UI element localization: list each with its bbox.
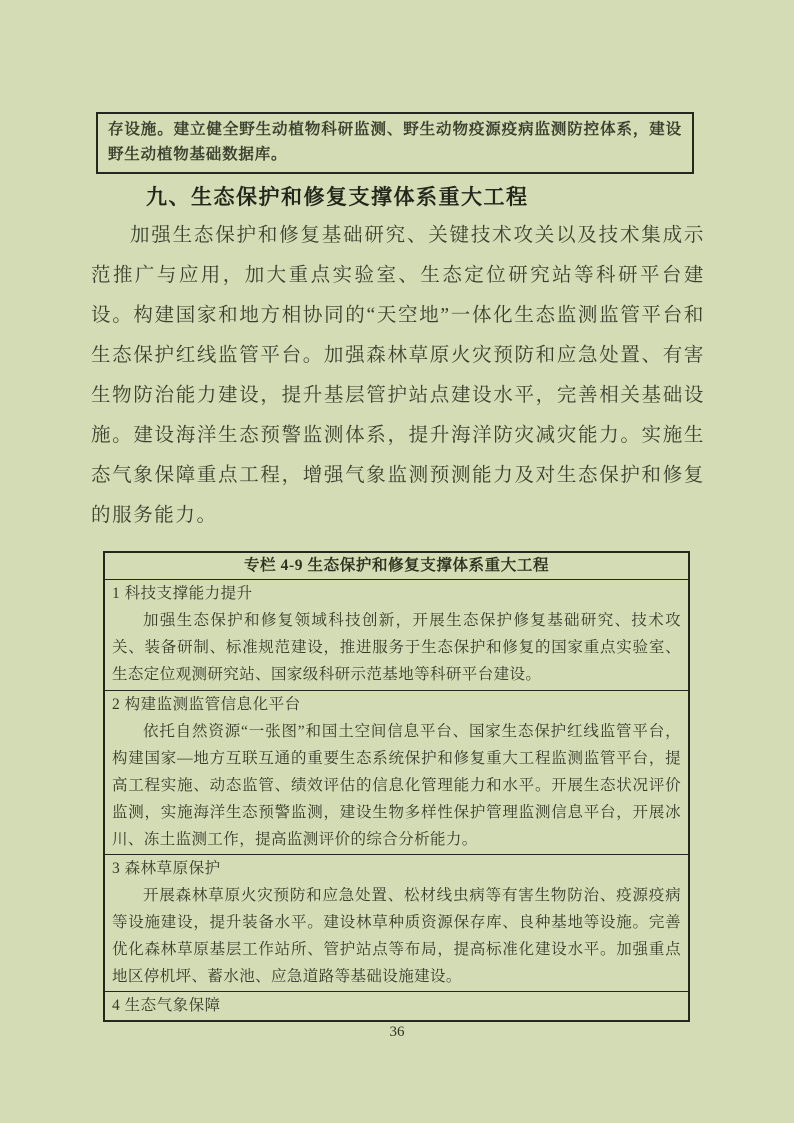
carryover-text-box — [96, 112, 694, 174]
panel-section-2 — [105, 691, 688, 855]
panel-section-1 — [105, 580, 688, 691]
panel-section-4-title: 4 生态气象保障 — [112, 997, 221, 1014]
panel-section-3 — [105, 855, 688, 992]
section-heading: 九、生态保护和修复支撑体系重大工程 — [146, 185, 529, 209]
panel-section-3-title: 3 森林草原保护 — [112, 860, 221, 877]
panel-section-1-title: 1 科技支撑能力提升 — [112, 585, 253, 602]
panel-section-2-body: 依托自然资源“一张图”和国土空间信息平台、国家生态保护红线监管平台，构建国家—地方互联互通的重要生态系统保护和修复重大工程监测监管平台，提高工程实施、动态监管、绩效评估的信息化管理能力和水平。开展生态状况评价监测，实施海洋生态预警监测，建设生物多样性保护管理监测信息平台，开展冰川、冻土监测工作，提高监测评价的综合分析能力。 — [112, 723, 681, 848]
panel-box-4-9 — [103, 551, 690, 1022]
section-paragraph: 加强生态保护和修复基础研究、关键技术攻关以及技术集成示范推广与应用，加大重点实验室、生态定位研究站等科研平台建设。构建国家和地方相协同的“天空地”一体化生态监测监管平台和生态保护红线监管平台。加强森林草原火灾预防和应急处置、有害生物防治能力建设，提升基层管护站点建设水平，完善相关基础设施。建设海洋生态预警监测体系，提升海洋防灾减灾能力。实施生态气象保障重点工程，增强气象监测预测能力及对生态保护和修复的服务能力。 — [91, 225, 705, 526]
carryover-text: 存设施。建立健全野生动植物科研监测、野生动物疫源疫病监测防控体系，建设野生动植物基础数据库。 — [108, 121, 682, 163]
panel-section-4 — [105, 992, 688, 1020]
panel-title: 专栏 4-9 生态保护和修复支撑体系重大工程 — [105, 553, 688, 580]
page-number: 36 — [389, 1024, 405, 1040]
panel-section-3-body: 开展森林草原火灾预防和应急处置、松材线虫病等有害生物防治、疫源疫病等设施建设，提升装备水平。建设林草种质资源保存库、良种基地等设施。完善优化森林草原基层工作站所、管护站点等布局，提高标准化建设水平。加强重点地区停机坪、蓄水池、应急道路等基础设施建设。 — [112, 887, 681, 985]
panel-section-1-body: 加强生态保护和修复领域科技创新，开展生态保护修复基础研究、技术攻关、装备研制、标准规范建设，推进服务于生态保护和修复的国家重点实验室、生态定位观测研究站、国家级科研示范基地等科研平台建设。 — [112, 612, 681, 683]
panel-section-2-title: 2 构建监测监管信息化平台 — [112, 696, 301, 713]
